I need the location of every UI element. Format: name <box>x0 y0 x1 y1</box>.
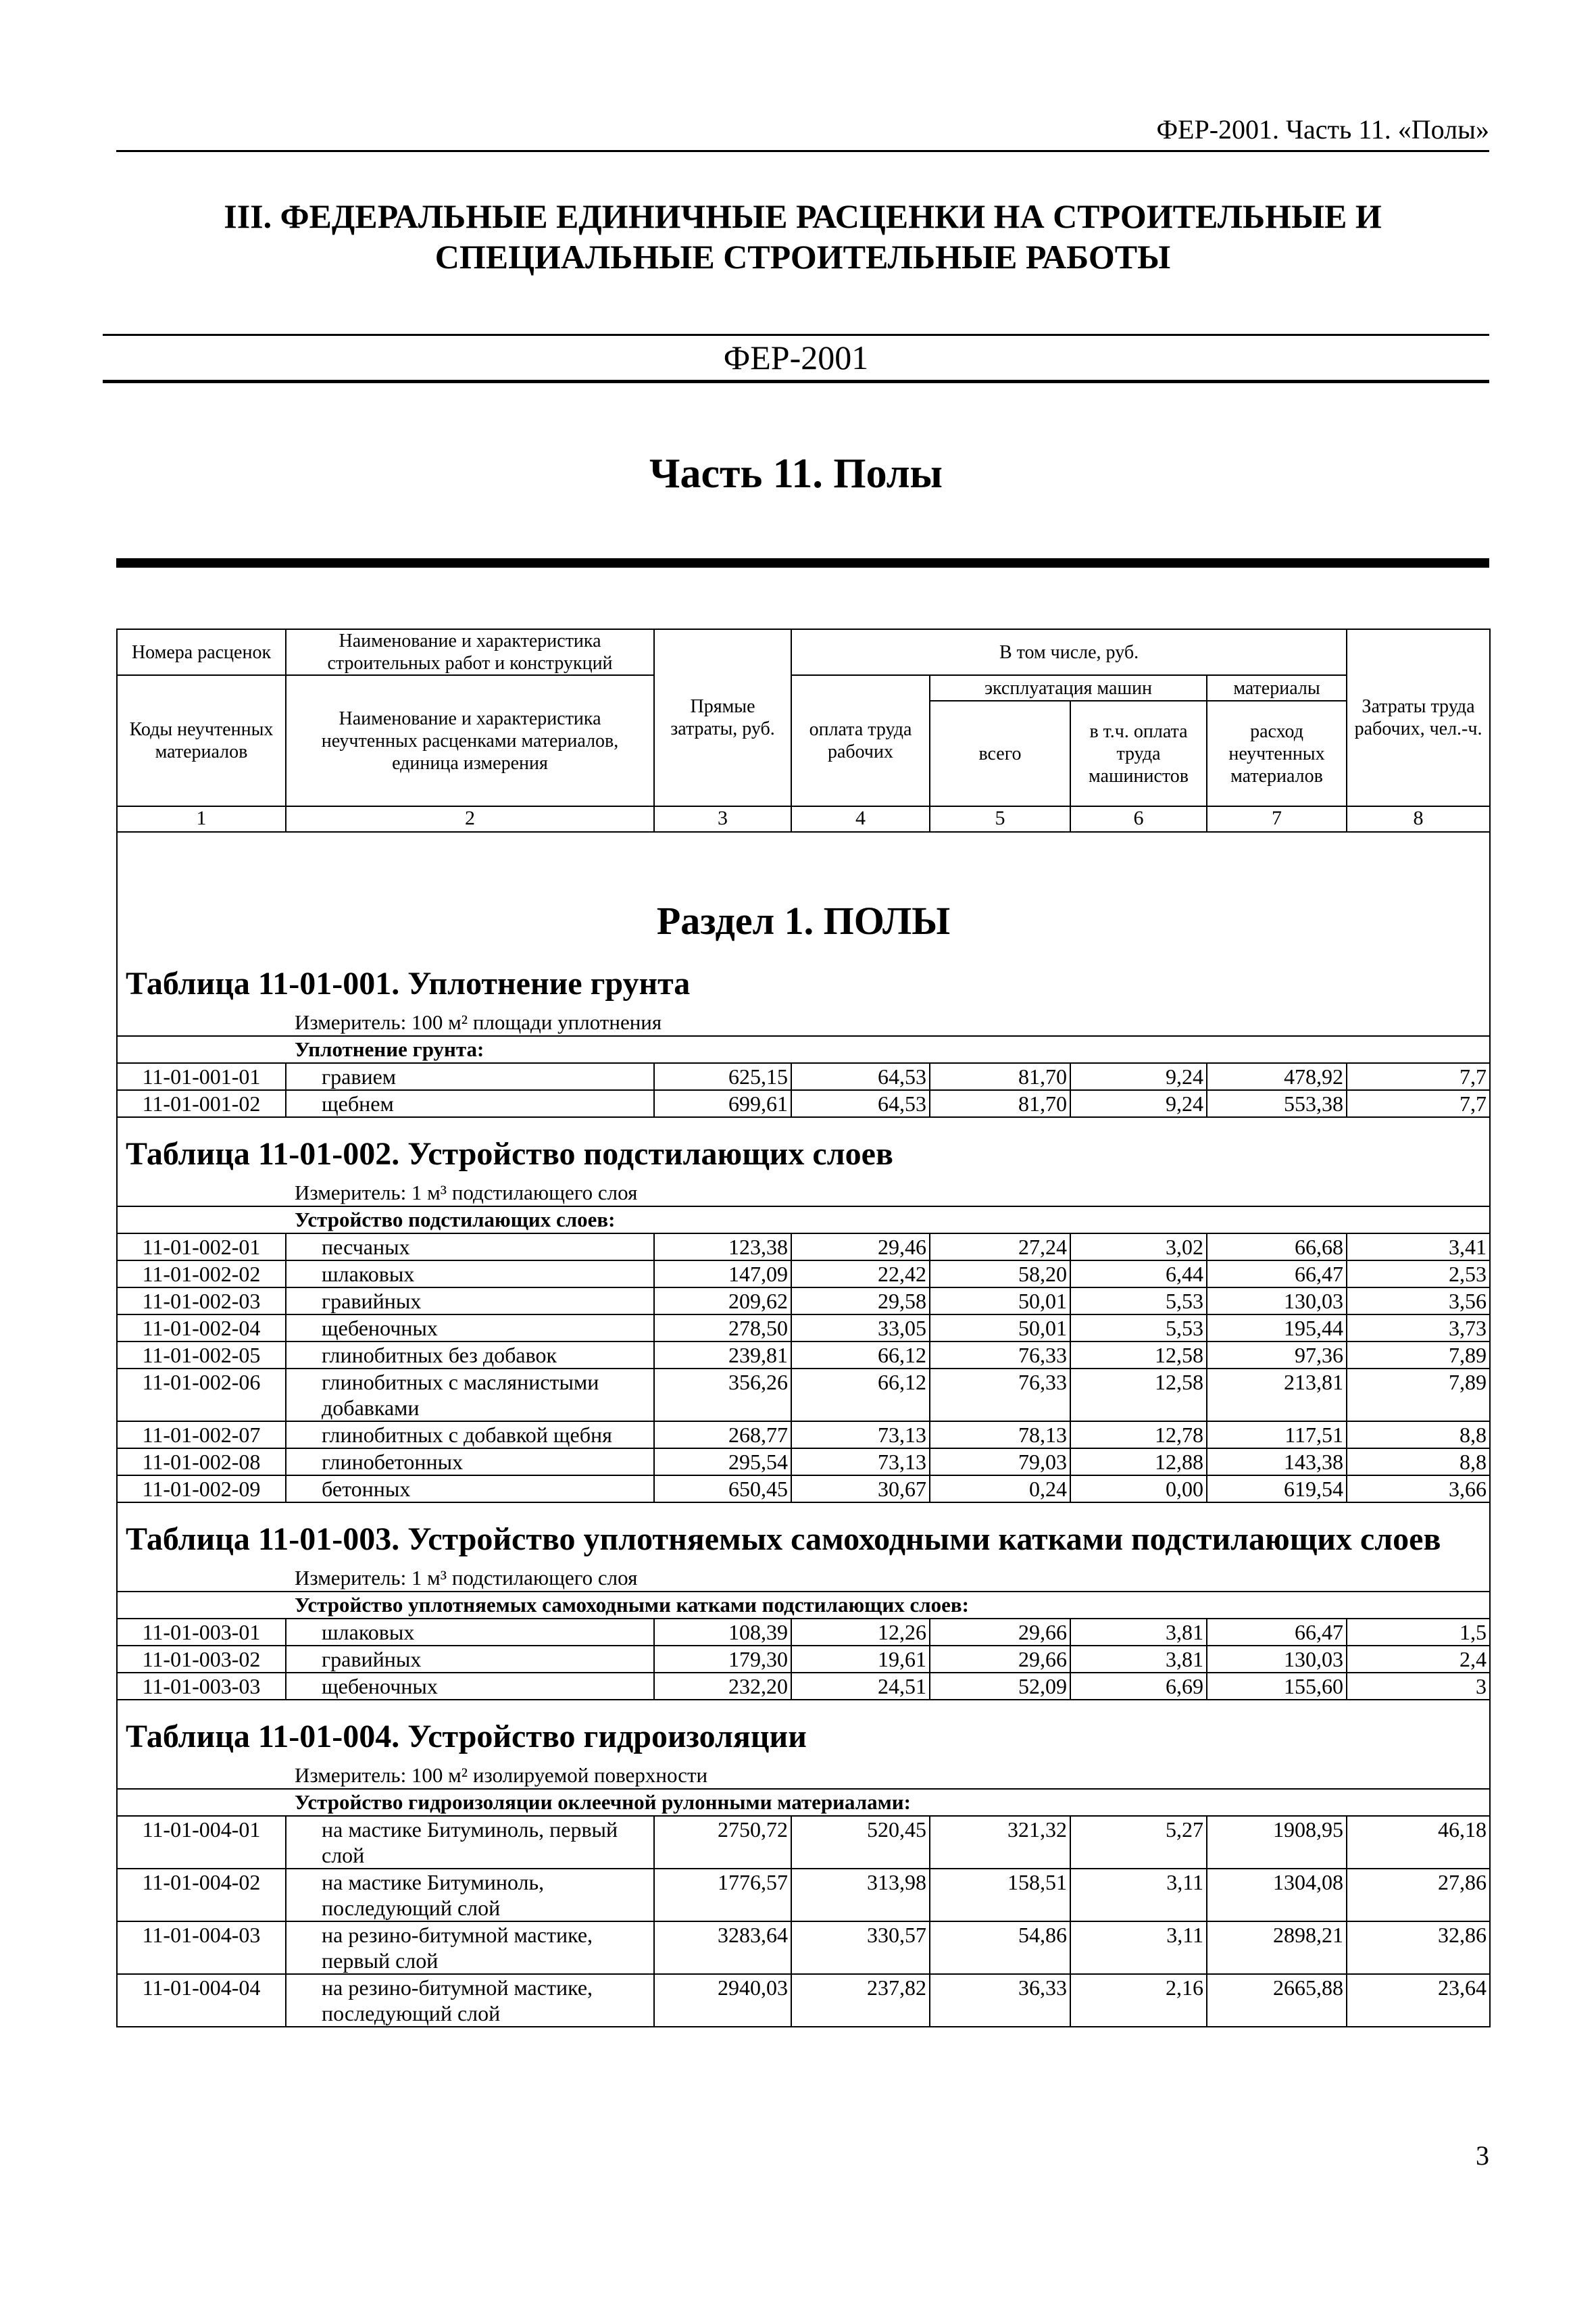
table-row <box>117 1448 1490 1475</box>
direct-costs: 278,50 <box>654 1314 791 1341</box>
thick-divider <box>116 558 1489 568</box>
operator-pay: 5,27 <box>1070 1816 1207 1869</box>
rate-code: 11-01-002-03 <box>117 1287 286 1314</box>
materials-cost: 66,47 <box>1207 1260 1347 1287</box>
rate-code: 11-01-004-01 <box>117 1816 286 1869</box>
rate-code: 11-01-003-02 <box>117 1646 286 1673</box>
worker-pay: 33,05 <box>791 1314 930 1341</box>
table-row <box>117 1260 1490 1287</box>
work-subheading: Устройство гидроизоляции оклеечной рулонными материалами: <box>117 1789 1490 1816</box>
materials-cost: 66,68 <box>1207 1233 1347 1260</box>
direct-costs: 147,09 <box>654 1260 791 1287</box>
machines-total: 79,03 <box>930 1448 1070 1475</box>
worker-pay: 313,98 <box>791 1869 930 1921</box>
table-title-row <box>117 1502 1490 1565</box>
rate-code: 11-01-003-03 <box>117 1673 286 1700</box>
operator-pay: 3,11 <box>1070 1921 1207 1974</box>
labor-hours: 2,4 <box>1347 1646 1490 1673</box>
operator-pay: 6,69 <box>1070 1673 1207 1700</box>
direct-costs: 650,45 <box>654 1475 791 1502</box>
header-materials: материалы <box>1207 675 1347 701</box>
work-name: щебеночных <box>286 1673 654 1700</box>
section-title: Раздел 1. ПОЛЫ <box>117 832 1490 947</box>
work-name: гравийных <box>286 1646 654 1673</box>
table-row <box>117 1475 1490 1502</box>
page-number: 3 <box>1476 2140 1489 2171</box>
main-title-line-2: СПЕЦИАЛЬНЫЕ СТРОИТЕЛЬНЫЕ РАБОТЫ <box>434 238 1171 276</box>
worker-pay: 520,45 <box>791 1816 930 1869</box>
operator-pay: 5,53 <box>1070 1314 1207 1341</box>
labor-hours: 3,66 <box>1347 1475 1490 1502</box>
labor-hours: 3,73 <box>1347 1314 1490 1341</box>
worker-pay: 73,13 <box>791 1448 930 1475</box>
series-title: ФЕР-2001 <box>723 339 869 376</box>
worker-pay: 73,13 <box>791 1421 930 1448</box>
rates-table <box>116 629 1491 2027</box>
rate-code: 11-01-004-02 <box>117 1869 286 1921</box>
work-name: бетонных <box>286 1475 654 1502</box>
worker-pay: 237,82 <box>791 1974 930 2027</box>
labor-hours: 3,56 <box>1347 1287 1490 1314</box>
column-number: 1 <box>117 806 286 832</box>
rate-code: 11-01-002-08 <box>117 1448 286 1475</box>
header-work-name: Наименование и характеристика строительных работ и конструкций <box>286 629 654 675</box>
series-rule-top <box>103 334 1489 336</box>
direct-costs: 1776,57 <box>654 1869 791 1921</box>
operator-pay: 12,58 <box>1070 1341 1207 1369</box>
materials-cost: 2898,21 <box>1207 1921 1347 1974</box>
materials-cost: 66,47 <box>1207 1619 1347 1646</box>
machines-total: 36,33 <box>930 1974 1070 2027</box>
labor-hours: 1,5 <box>1347 1619 1490 1646</box>
materials-cost: 553,38 <box>1207 1090 1347 1117</box>
rate-code: 11-01-002-05 <box>117 1341 286 1369</box>
column-number: 5 <box>930 806 1070 832</box>
table-title: Таблица 11-01-003. Устройство уплотняемых самоходными катками подстилающих слоев <box>117 1502 1490 1565</box>
direct-costs: 625,15 <box>654 1063 791 1090</box>
table-row <box>117 1974 1490 2027</box>
direct-costs: 3283,64 <box>654 1921 791 1974</box>
machines-total: 78,13 <box>930 1421 1070 1448</box>
labor-hours: 7,7 <box>1347 1090 1490 1117</box>
operator-pay: 0,00 <box>1070 1475 1207 1502</box>
work-name: глинобитных с маслянистыми добавками <box>286 1369 654 1421</box>
work-name: шлаковых <box>286 1260 654 1287</box>
worker-pay: 66,12 <box>791 1341 930 1369</box>
measure-row <box>117 1180 1490 1206</box>
direct-costs: 123,38 <box>654 1233 791 1260</box>
table-row <box>117 1646 1490 1673</box>
materials-cost: 1304,08 <box>1207 1869 1347 1921</box>
labor-hours: 3 <box>1347 1673 1490 1700</box>
operator-pay: 3,02 <box>1070 1233 1207 1260</box>
table-row <box>117 1233 1490 1260</box>
work-name: на резино-битумной мастике, первый слой <box>286 1921 654 1974</box>
work-name: шлаковых <box>286 1619 654 1646</box>
machines-total: 321,32 <box>930 1816 1070 1869</box>
operator-pay: 12,58 <box>1070 1369 1207 1421</box>
materials-cost: 619,54 <box>1207 1475 1347 1502</box>
header-material-codes: Коды неучтенных материалов <box>117 675 286 806</box>
direct-costs: 2750,72 <box>654 1816 791 1869</box>
table-row <box>117 1869 1490 1921</box>
work-name: гравием <box>286 1063 654 1090</box>
header-machines: эксплуатация машин <box>930 675 1207 701</box>
direct-costs: 108,39 <box>654 1619 791 1646</box>
operator-pay: 12,78 <box>1070 1421 1207 1448</box>
header-labor-hours: Затраты труда рабочих, чел.-ч. <box>1347 629 1490 806</box>
table-title: Таблица 11-01-004. Устройство гидроизоляции <box>117 1700 1490 1763</box>
worker-pay: 30,67 <box>791 1475 930 1502</box>
measure-unit: Измеритель: 100 м² изолируемой поверхности <box>117 1763 1490 1789</box>
header-rate-numbers: Номера расценок <box>117 629 286 675</box>
table-title-row <box>117 1700 1490 1763</box>
machines-total: 29,66 <box>930 1646 1070 1673</box>
operator-pay: 3,81 <box>1070 1619 1207 1646</box>
work-subheading: Устройство подстилающих слоев: <box>117 1206 1490 1233</box>
machines-total: 76,33 <box>930 1369 1070 1421</box>
rate-code: 11-01-002-07 <box>117 1421 286 1448</box>
header-unaccounted-materials: расход неучтенных материалов <box>1207 701 1347 806</box>
materials-cost: 1908,95 <box>1207 1816 1347 1869</box>
direct-costs: 699,61 <box>654 1090 791 1117</box>
work-name: на мастике Битуминоль, последующий слой <box>286 1869 654 1921</box>
header-direct-costs: Прямые затраты, руб. <box>654 629 791 806</box>
materials-cost: 130,03 <box>1207 1287 1347 1314</box>
materials-cost: 130,03 <box>1207 1646 1347 1673</box>
rate-code: 11-01-004-04 <box>117 1974 286 2027</box>
table-row <box>117 1090 1490 1117</box>
table-row <box>117 1369 1490 1421</box>
table-row <box>117 1063 1490 1090</box>
labor-hours: 2,53 <box>1347 1260 1490 1287</box>
machines-total: 52,09 <box>930 1673 1070 1700</box>
materials-cost: 478,92 <box>1207 1063 1347 1090</box>
table-row <box>117 1421 1490 1448</box>
running-header: ФЕР-2001. Часть 11. «Полы» <box>1156 114 1489 145</box>
labor-hours: 7,89 <box>1347 1369 1490 1421</box>
measure-unit: Измеритель: 1 м³ подстилающего слоя <box>117 1180 1490 1206</box>
materials-cost: 143,38 <box>1207 1448 1347 1475</box>
work-name: щебеночных <box>286 1314 654 1341</box>
header-including: В том числе, руб. <box>791 629 1347 675</box>
direct-costs: 268,77 <box>654 1421 791 1448</box>
work-name: гравийных <box>286 1287 654 1314</box>
series-rule-bottom <box>103 380 1489 383</box>
work-name: глинобетонных <box>286 1448 654 1475</box>
subheading-row <box>117 1592 1490 1619</box>
worker-pay: 64,53 <box>791 1063 930 1090</box>
operator-pay: 3,81 <box>1070 1646 1207 1673</box>
machines-total: 81,70 <box>930 1063 1070 1090</box>
table-row <box>117 1921 1490 1974</box>
rate-code: 11-01-001-01 <box>117 1063 286 1090</box>
table-title-row <box>117 947 1490 1010</box>
direct-costs: 295,54 <box>654 1448 791 1475</box>
column-number: 8 <box>1347 806 1490 832</box>
direct-costs: 209,62 <box>654 1287 791 1314</box>
table-title-row <box>117 1117 1490 1180</box>
materials-cost: 2665,88 <box>1207 1974 1347 2027</box>
main-title <box>116 196 1489 277</box>
header-material-name: Наименование и характеристика неучтенных расценками материалов, единица измерения <box>286 675 654 806</box>
direct-costs: 239,81 <box>654 1341 791 1369</box>
header-machines-total: всего <box>930 701 1070 806</box>
machines-total: 29,66 <box>930 1619 1070 1646</box>
operator-pay: 9,24 <box>1070 1090 1207 1117</box>
work-subheading: Устройство уплотняемых самоходными катками подстилающих слоев: <box>117 1592 1490 1619</box>
labor-hours: 32,86 <box>1347 1921 1490 1974</box>
rate-code: 11-01-002-09 <box>117 1475 286 1502</box>
machines-total: 81,70 <box>930 1090 1070 1117</box>
materials-cost: 117,51 <box>1207 1421 1347 1448</box>
direct-costs: 179,30 <box>654 1646 791 1673</box>
work-name: щебнем <box>286 1090 654 1117</box>
labor-hours: 27,86 <box>1347 1869 1490 1921</box>
column-number: 3 <box>654 806 791 832</box>
work-name: песчаных <box>286 1233 654 1260</box>
work-name: на резино-битумной мастике, последующий слой <box>286 1974 654 2027</box>
work-name: на мастике Битуминоль, первый слой <box>286 1816 654 1869</box>
table-row <box>117 1673 1490 1700</box>
header-rule <box>116 150 1489 152</box>
worker-pay: 19,61 <box>791 1646 930 1673</box>
worker-pay: 22,42 <box>791 1260 930 1287</box>
worker-pay: 330,57 <box>791 1921 930 1974</box>
machines-total: 158,51 <box>930 1869 1070 1921</box>
table-row <box>117 1619 1490 1646</box>
rate-code: 11-01-002-06 <box>117 1369 286 1421</box>
materials-cost: 195,44 <box>1207 1314 1347 1341</box>
worker-pay: 66,12 <box>791 1369 930 1421</box>
rate-code: 11-01-002-02 <box>117 1260 286 1287</box>
labor-hours: 8,8 <box>1347 1448 1490 1475</box>
rate-code: 11-01-003-01 <box>117 1619 286 1646</box>
header-operator-pay: в т.ч. оплата труда машинистов <box>1070 701 1207 806</box>
worker-pay: 29,46 <box>791 1233 930 1260</box>
direct-costs: 2940,03 <box>654 1974 791 2027</box>
header-worker-pay: оплата труда рабочих <box>791 675 930 806</box>
labor-hours: 7,7 <box>1347 1063 1490 1090</box>
operator-pay: 9,24 <box>1070 1063 1207 1090</box>
machines-total: 0,24 <box>930 1475 1070 1502</box>
labor-hours: 3,41 <box>1347 1233 1490 1260</box>
measure-row <box>117 1010 1490 1036</box>
table-row <box>117 1341 1490 1369</box>
labor-hours: 23,64 <box>1347 1974 1490 2027</box>
measure-unit: Измеритель: 1 м³ подстилающего слоя <box>117 1565 1490 1592</box>
rate-code: 11-01-002-01 <box>117 1233 286 1260</box>
subheading-row <box>117 1036 1490 1063</box>
subheading-row <box>117 1206 1490 1233</box>
machines-total: 54,86 <box>930 1921 1070 1974</box>
materials-cost: 97,36 <box>1207 1341 1347 1369</box>
machines-total: 50,01 <box>930 1314 1070 1341</box>
labor-hours: 7,89 <box>1347 1341 1490 1369</box>
operator-pay: 12,88 <box>1070 1448 1207 1475</box>
table-row <box>117 1816 1490 1869</box>
rate-code: 11-01-004-03 <box>117 1921 286 1974</box>
table-title: Таблица 11-01-002. Устройство подстилающих слоев <box>117 1117 1490 1180</box>
labor-hours: 8,8 <box>1347 1421 1490 1448</box>
column-number: 2 <box>286 806 654 832</box>
rate-code: 11-01-001-02 <box>117 1090 286 1117</box>
work-name: глинобитных с добавкой щебня <box>286 1421 654 1448</box>
rate-code: 11-01-002-04 <box>117 1314 286 1341</box>
labor-hours: 46,18 <box>1347 1816 1490 1869</box>
operator-pay: 5,53 <box>1070 1287 1207 1314</box>
worker-pay: 12,26 <box>791 1619 930 1646</box>
machines-total: 76,33 <box>930 1341 1070 1369</box>
column-number: 6 <box>1070 806 1207 832</box>
work-name: глинобитных без добавок <box>286 1341 654 1369</box>
table-row <box>117 1287 1490 1314</box>
worker-pay: 64,53 <box>791 1090 930 1117</box>
part-title: Часть 11. Полы <box>649 451 943 497</box>
machines-total: 27,24 <box>930 1233 1070 1260</box>
operator-pay: 3,11 <box>1070 1869 1207 1921</box>
operator-pay: 6,44 <box>1070 1260 1207 1287</box>
materials-cost: 213,81 <box>1207 1369 1347 1421</box>
direct-costs: 232,20 <box>654 1673 791 1700</box>
direct-costs: 356,26 <box>654 1369 791 1421</box>
materials-cost: 155,60 <box>1207 1673 1347 1700</box>
measure-row <box>117 1763 1490 1789</box>
worker-pay: 24,51 <box>791 1673 930 1700</box>
column-number: 4 <box>791 806 930 832</box>
table-row <box>117 1314 1490 1341</box>
table-title: Таблица 11-01-001. Уплотнение грунта <box>117 947 1490 1010</box>
column-number: 7 <box>1207 806 1347 832</box>
subheading-row <box>117 1789 1490 1816</box>
main-title-line-1: III. ФЕДЕРАЛЬНЫЕ ЕДИНИЧНЫЕ РАСЦЕНКИ НА СТРОИТЕЛЬНЫЕ И <box>224 197 1382 235</box>
work-subheading: Уплотнение грунта: <box>117 1036 1490 1063</box>
machines-total: 50,01 <box>930 1287 1070 1314</box>
measure-row <box>117 1565 1490 1592</box>
measure-unit: Измеритель: 100 м² площади уплотнения <box>117 1010 1490 1036</box>
machines-total: 58,20 <box>930 1260 1070 1287</box>
operator-pay: 2,16 <box>1070 1974 1207 2027</box>
worker-pay: 29,58 <box>791 1287 930 1314</box>
